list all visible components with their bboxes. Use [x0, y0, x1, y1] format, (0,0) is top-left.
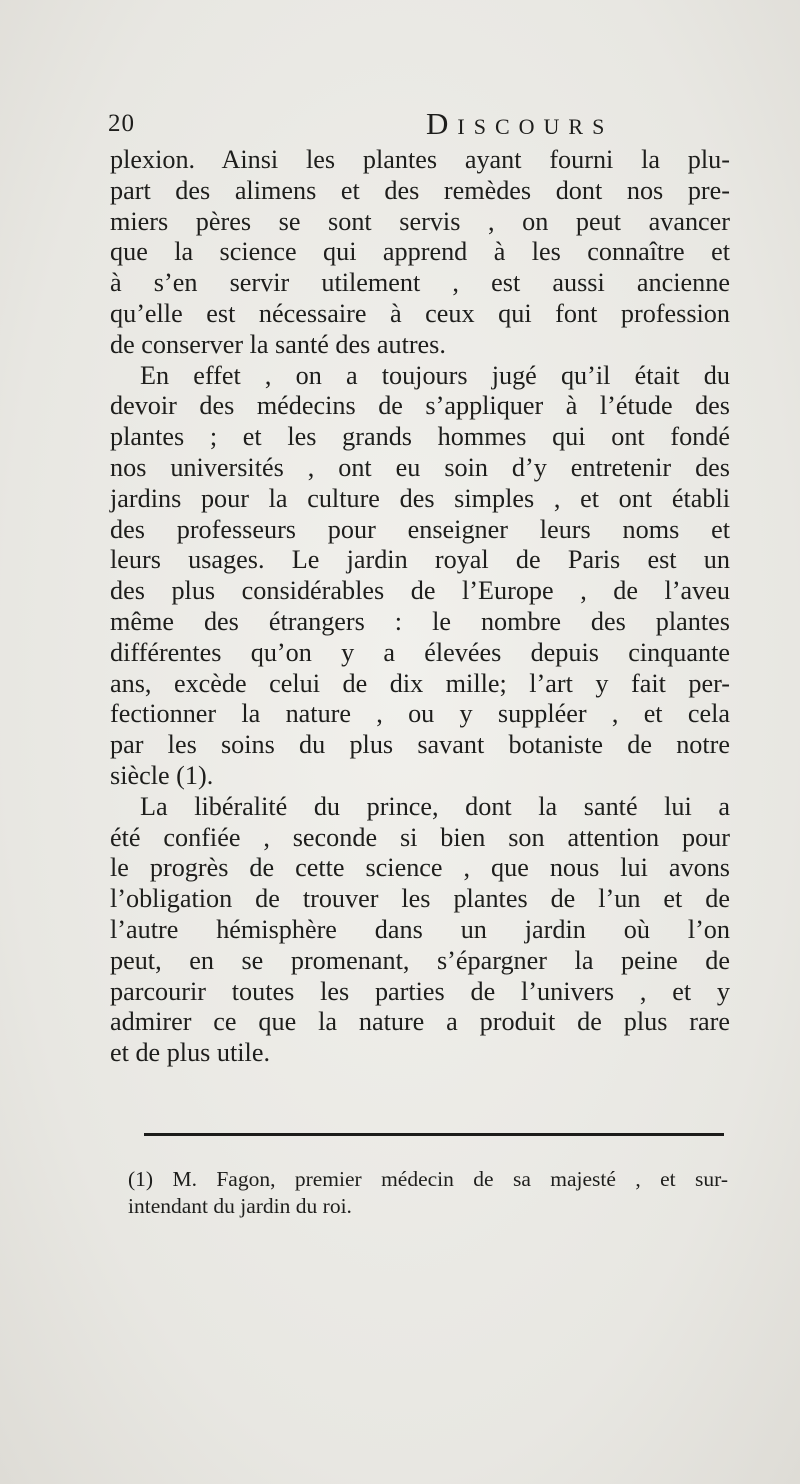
text-line: différentes qu’on y a élevées depuis cinquante: [110, 637, 730, 667]
text-line: jardins pour la culture des simples , et ont établi: [110, 483, 730, 513]
text-line: nos universités , ont eu soin d’y entretenir des: [110, 452, 730, 482]
text-line: l’autre hémisphère dans un jardin où l’on: [110, 914, 730, 944]
text-line: fectionner la nature , ou y suppléer , et cela: [110, 699, 730, 729]
text-line: par les soins du plus savant botaniste de notre: [110, 730, 730, 760]
text-line: des plus considérables de l’Europe , de l’aveu: [110, 576, 730, 606]
text-line: à s’en servir utilement , est aussi ancienne: [110, 268, 730, 298]
main-text: [110, 145, 730, 1069]
footnote: [128, 1166, 728, 1220]
text-line: le progrès de cette science , que nous lui avons: [110, 853, 730, 883]
text-line: peut, en se promenant, s’épargner la peine de: [110, 945, 730, 975]
footnote-line: (1) M. Fagon, premier médecin de sa majesté , et sur-: [128, 1167, 728, 1191]
text-line: En effet , on a toujours jugé qu’il était du: [140, 360, 730, 390]
text-line: été confiée , seconde si bien son attention pour: [110, 822, 730, 852]
text-line: devoir des médecins de s’appliquer à l’étude des: [110, 391, 730, 421]
text-line: plantes ; et les grands hommes qui ont fondé: [110, 422, 730, 452]
text-line: que la science qui apprend à les connaître et: [110, 237, 730, 267]
running-title: Discours: [426, 106, 614, 141]
text-line: de conserver la santé des autres.: [110, 329, 446, 359]
text-line: plexion. Ainsi les plantes ayant fourni la plu-: [110, 145, 730, 174]
text-line: des professeurs pour enseigner leurs noms et: [110, 514, 730, 544]
footnote-divider: [144, 1133, 724, 1136]
text-line: part des alimens et des remèdes dont nos pre-: [110, 175, 730, 205]
text-line: admirer ce que la nature a produit de plus rare: [110, 1007, 730, 1037]
text-line: et de plus utile.: [110, 1038, 271, 1068]
page-number: 20: [108, 110, 135, 137]
text-line: l’obligation de trouver les plantes de l’un et de: [110, 884, 730, 914]
footnote-line: intendant du jardin du roi.: [128, 1194, 352, 1218]
text-line: La libéralité du prince, dont la santé lui a: [140, 791, 730, 821]
text-line: miers pères se sont servis , on peut avancer: [110, 206, 730, 236]
text-line: parcourir toutes les parties de l’univers , et y: [110, 976, 730, 1006]
text-line: ans, excède celui de dix mille; l’art y fait per-: [110, 668, 730, 698]
text-line: même des étrangers : le nombre des plantes: [110, 606, 730, 636]
page-header: [108, 106, 732, 146]
text-line: leurs usages. Le jardin royal de Paris est un: [110, 545, 730, 575]
text-line: qu’elle est nécessaire à ceux qui font profession: [110, 298, 730, 328]
text-line: siècle (1).: [110, 760, 214, 790]
